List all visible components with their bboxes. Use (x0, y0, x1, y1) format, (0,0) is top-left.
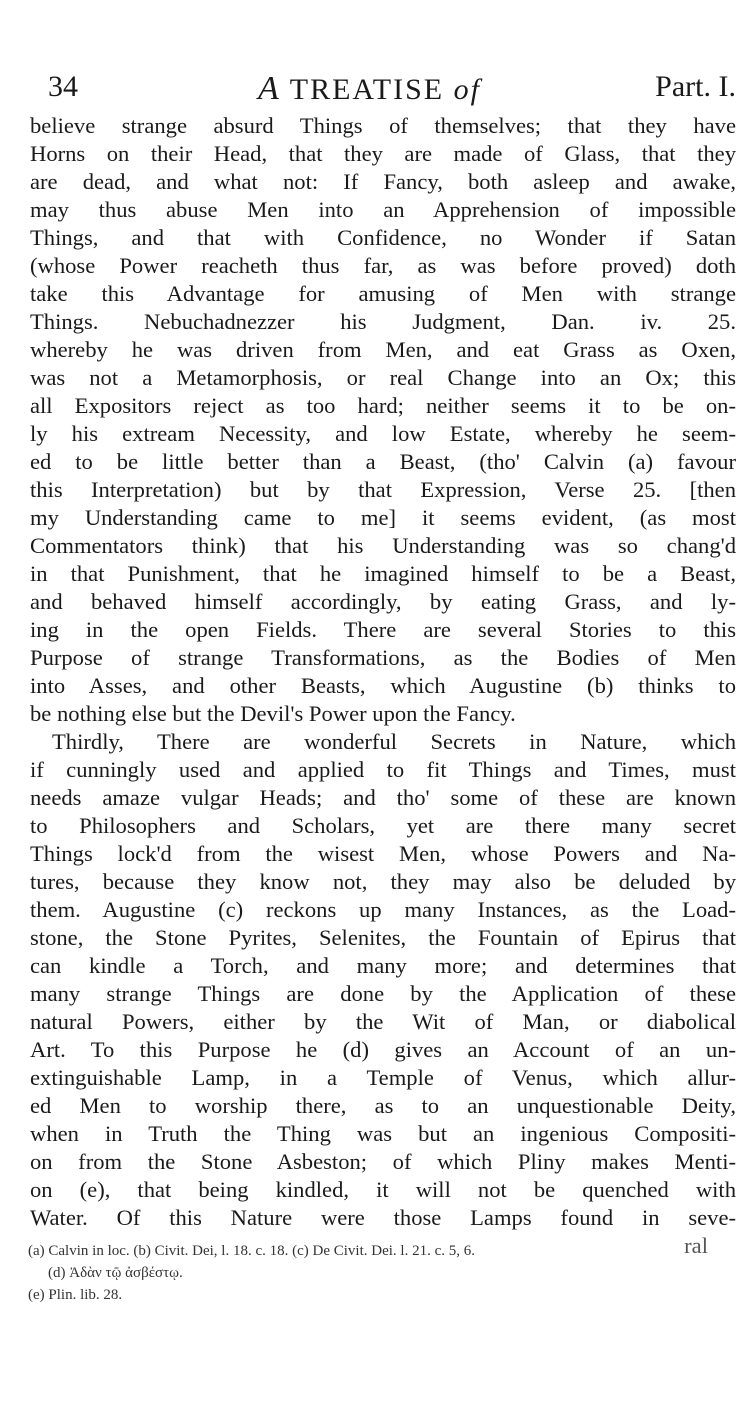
text-line: my Understanding came to me] it seems evident, (as most (30, 505, 736, 530)
text-line: take this Advantage for amusing of Men with strange (30, 281, 736, 306)
text-line: natural Powers, either by the Wit of Man, or diabolical (30, 1009, 736, 1034)
text-line: ed to be little better than a Beast, (tho' Calvin (a) favour (30, 449, 736, 474)
text-line: ly his extream Necessity, and low Estate, whereby he seem- (30, 421, 736, 446)
text-line: this Interpretation) but by that Expression, Verse 25. [then (30, 477, 736, 502)
text-line: into Asses, and other Beasts, which Augustine (b) thinks to (30, 673, 736, 698)
footnote: (a) Calvin in loc. (b) Civit. Dei, l. 18. c. 18. (c) De Civit. Dei. l. 21. c. 5, 6. (28, 1243, 475, 1259)
text-line: ed Men to worship there, as to an unquestionable Deity, (30, 1093, 736, 1118)
text-line: needs amaze vulgar Heads; and tho' some of these are known (30, 785, 736, 810)
text-line: when in Truth the Thing was but an ingenious Compositi- (30, 1121, 736, 1146)
text-line: all Expositors reject as too hard; neither seems it to be on- (30, 393, 736, 418)
text-line: to Philosophers and Scholars, yet are there many secret (30, 813, 736, 838)
text-line: Purpose of strange Transformations, as the Bodies of Men (30, 645, 736, 670)
part-label: Part. I. (655, 70, 736, 103)
catchword: ral (684, 1233, 708, 1258)
text-line: many strange Things are done by the Application of these (30, 981, 736, 1006)
text-line: Art. To this Purpose he (d) gives an Account of an un- (30, 1037, 736, 1062)
text-line: in that Punishment, that he imagined himself to be a Beast, (30, 561, 736, 586)
text-line: them. Augustine (c) reckons up many Instances, as the Load- (30, 897, 736, 922)
text-line: be nothing else but the Devil's Power upon the Fancy. (30, 701, 516, 726)
text-line: Commentators think) that his Understanding was so chang'd (30, 533, 736, 558)
text-line: extinguishable Lamp, in a Temple of Venus, which allur- (30, 1065, 736, 1090)
text-line: tures, because they know not, they may also be deluded by (30, 869, 736, 894)
page-number: 34 (48, 70, 78, 103)
footnotes (28, 1240, 728, 1306)
running-title-prefix: A (258, 70, 281, 107)
text-line: was not a Metamorphosis, or real Change into an Ox; this (30, 365, 736, 390)
running-title-of: of (453, 73, 481, 106)
footnote: (e) Plin. lib. 28. (28, 1287, 123, 1303)
text-line: Horns on their Head, that they are made of Glass, that they (30, 141, 736, 166)
text-line: (whose Power reacheth thus far, as was before proved) doth (30, 253, 736, 278)
text-line: on from the Stone Asbeston; of which Pliny makes Menti- (30, 1149, 736, 1174)
text-line: whereby he was driven from Men, and eat Grass as Oxen, (30, 337, 736, 362)
text-line: believe strange absurd Things of themselves; that they have (30, 113, 736, 138)
body-text (30, 112, 736, 1260)
text-line: Water. Of this Nature were those Lamps found in seve- (30, 1205, 736, 1230)
text-line: stone, the Stone Pyrites, Selenites, the Fountain of Epirus that (30, 925, 736, 950)
text-line: are dead, and what not: If Fancy, both asleep and awake, (30, 169, 736, 194)
text-line: can kindle a Torch, and many more; and determines that (30, 953, 736, 978)
running-header (48, 70, 736, 114)
footnote: (d) Ἀδὰν τῷ ἀσβέστῳ. (48, 1265, 183, 1281)
text-line: ing in the open Fields. There are several Stories to this (30, 617, 736, 642)
paragraph-start-line: Thirdly, There are wonderful Secrets in Nature, which (52, 729, 736, 754)
text-line: if cunningly used and applied to fit Things and Times, must (30, 757, 736, 782)
running-title (258, 70, 481, 108)
running-title-word: TREATISE (289, 73, 445, 106)
text-line: and behaved himself accordingly, by eating Grass, and ly- (30, 589, 736, 614)
text-line: Things lock'd from the wisest Men, whose Powers and Na- (30, 841, 736, 866)
text-line: may thus abuse Men into an Apprehension of impossible (30, 197, 736, 222)
text-line: Things, and that with Confidence, no Wonder if Satan (30, 225, 736, 250)
text-line: Things. Nebuchadnezzer his Judgment, Dan. iv. 25. (30, 309, 736, 334)
text-line: on (e), that being kindled, it will not be quenched with (30, 1177, 736, 1202)
